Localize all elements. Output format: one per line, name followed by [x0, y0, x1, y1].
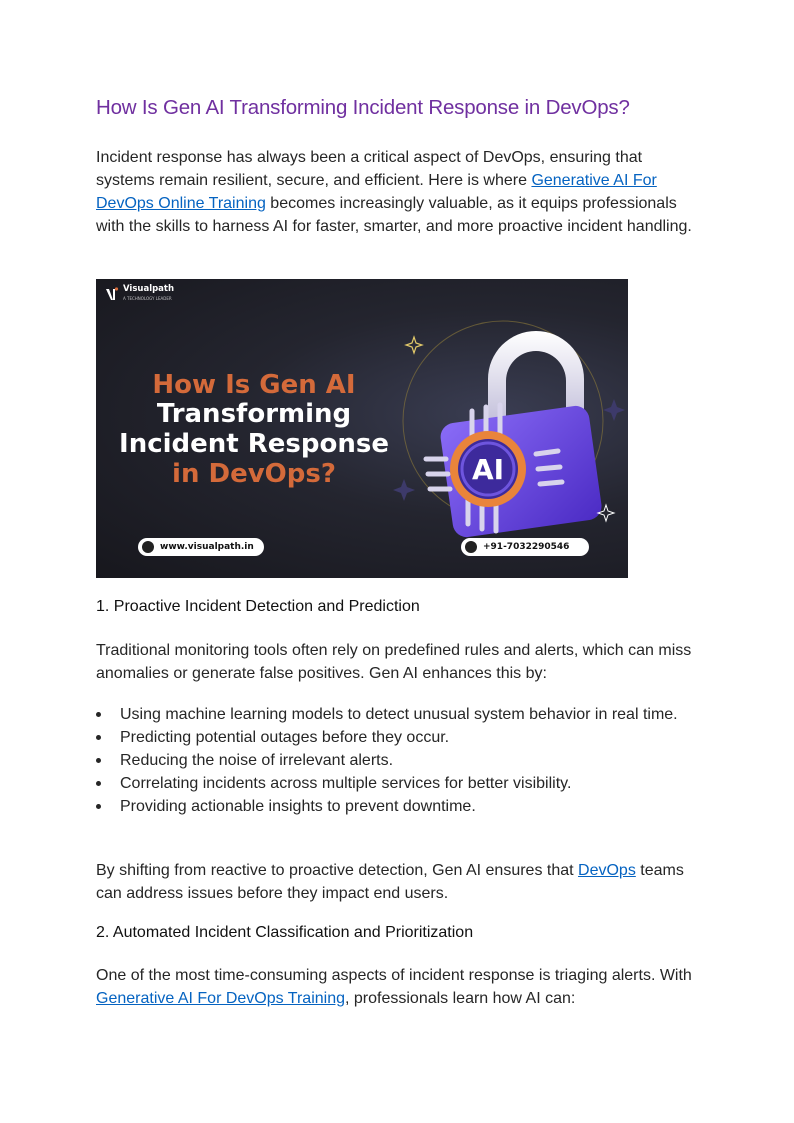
phone-icon [465, 541, 477, 553]
devops-training-link[interactable]: Generative AI For DevOps Training [96, 990, 345, 1007]
phone-pill [461, 538, 589, 556]
banner-image [96, 279, 628, 578]
brand-logo [104, 285, 174, 303]
banner-headline-line-4: in DevOps? [172, 459, 336, 489]
section-2-text-after: , professionals learn how AI can: [345, 990, 576, 1007]
lock-ai-label: AI [471, 453, 505, 486]
bullet-text: Providing actionable insights to prevent downtime. [120, 798, 476, 815]
section-2-heading: 2. Automated Incident Classification and Prioritization [96, 924, 474, 941]
website-text: www.visualpath.in [160, 542, 254, 552]
section-2-paragraph [96, 964, 704, 1010]
phone-text: +91-7032290546 [483, 542, 570, 552]
bullet-icon [96, 781, 101, 786]
banner-headline-line-2: Transforming [156, 399, 352, 429]
list-item [96, 772, 704, 795]
bullet-icon [96, 735, 101, 740]
section-1-closing-paragraph [96, 859, 704, 905]
devops-link[interactable]: DevOps [578, 862, 636, 879]
page-title: How Is Gen AI Transforming Incident Response in DevOps? [96, 96, 630, 119]
ai-lock-illustration [386, 319, 626, 569]
list-item [96, 703, 704, 726]
section-1-heading: 1. Proactive Incident Detection and Prediction [96, 598, 420, 615]
bullet-text: Reducing the noise of irrelevant alerts. [120, 752, 394, 769]
bullet-icon [96, 758, 101, 763]
list-item [96, 726, 704, 749]
visualpath-logo-icon [104, 286, 120, 302]
section-1-bullet-list [96, 703, 704, 818]
section-2-text-before: One of the most time-consuming aspects of incident response is triaging alerts. With [96, 967, 692, 984]
website-pill [138, 538, 264, 556]
intro-text-before: Incident response has always been a critical aspect of DevOps, ensuring that systems remain resilient, secure, and efficient. Here is where [96, 149, 643, 189]
bullet-text: Correlating incidents across multiple services for better visibility. [120, 775, 572, 792]
brand-name: Visualpath [123, 284, 175, 294]
intro-paragraph [96, 146, 704, 238]
list-item [96, 749, 704, 772]
brand-tagline: A TECHNOLOGY LEADER [123, 296, 172, 301]
training-link[interactable]: Generative AI For DevOps Online Training [96, 172, 657, 212]
bullet-text: Using machine learning models to detect unusual system behavior in real time. [120, 706, 678, 723]
list-item [96, 795, 704, 818]
section-1-paragraph: Traditional monitoring tools often rely on predefined rules and alerts, which can miss anomalies or generate false positives. Gen AI enhances this by: [96, 642, 692, 682]
banner-headline-line-3: Incident Response [119, 429, 389, 459]
closing-text-before: By shifting from reactive to proactive detection, Gen AI ensures that [96, 862, 579, 879]
bullet-text: Predicting potential outages before they occur. [120, 729, 450, 746]
closing-text-after: teams can address issues before they impact end users. [96, 862, 684, 902]
intro-text-after: becomes increasingly valuable, as it equips professionals with the skills to harness AI for faster, smarter, and more proactive incident handling. [96, 195, 692, 235]
bullet-icon [96, 712, 101, 717]
globe-icon [142, 541, 154, 553]
bullet-icon [96, 804, 101, 809]
banner-headline-line-1: How Is Gen AI [152, 370, 356, 400]
